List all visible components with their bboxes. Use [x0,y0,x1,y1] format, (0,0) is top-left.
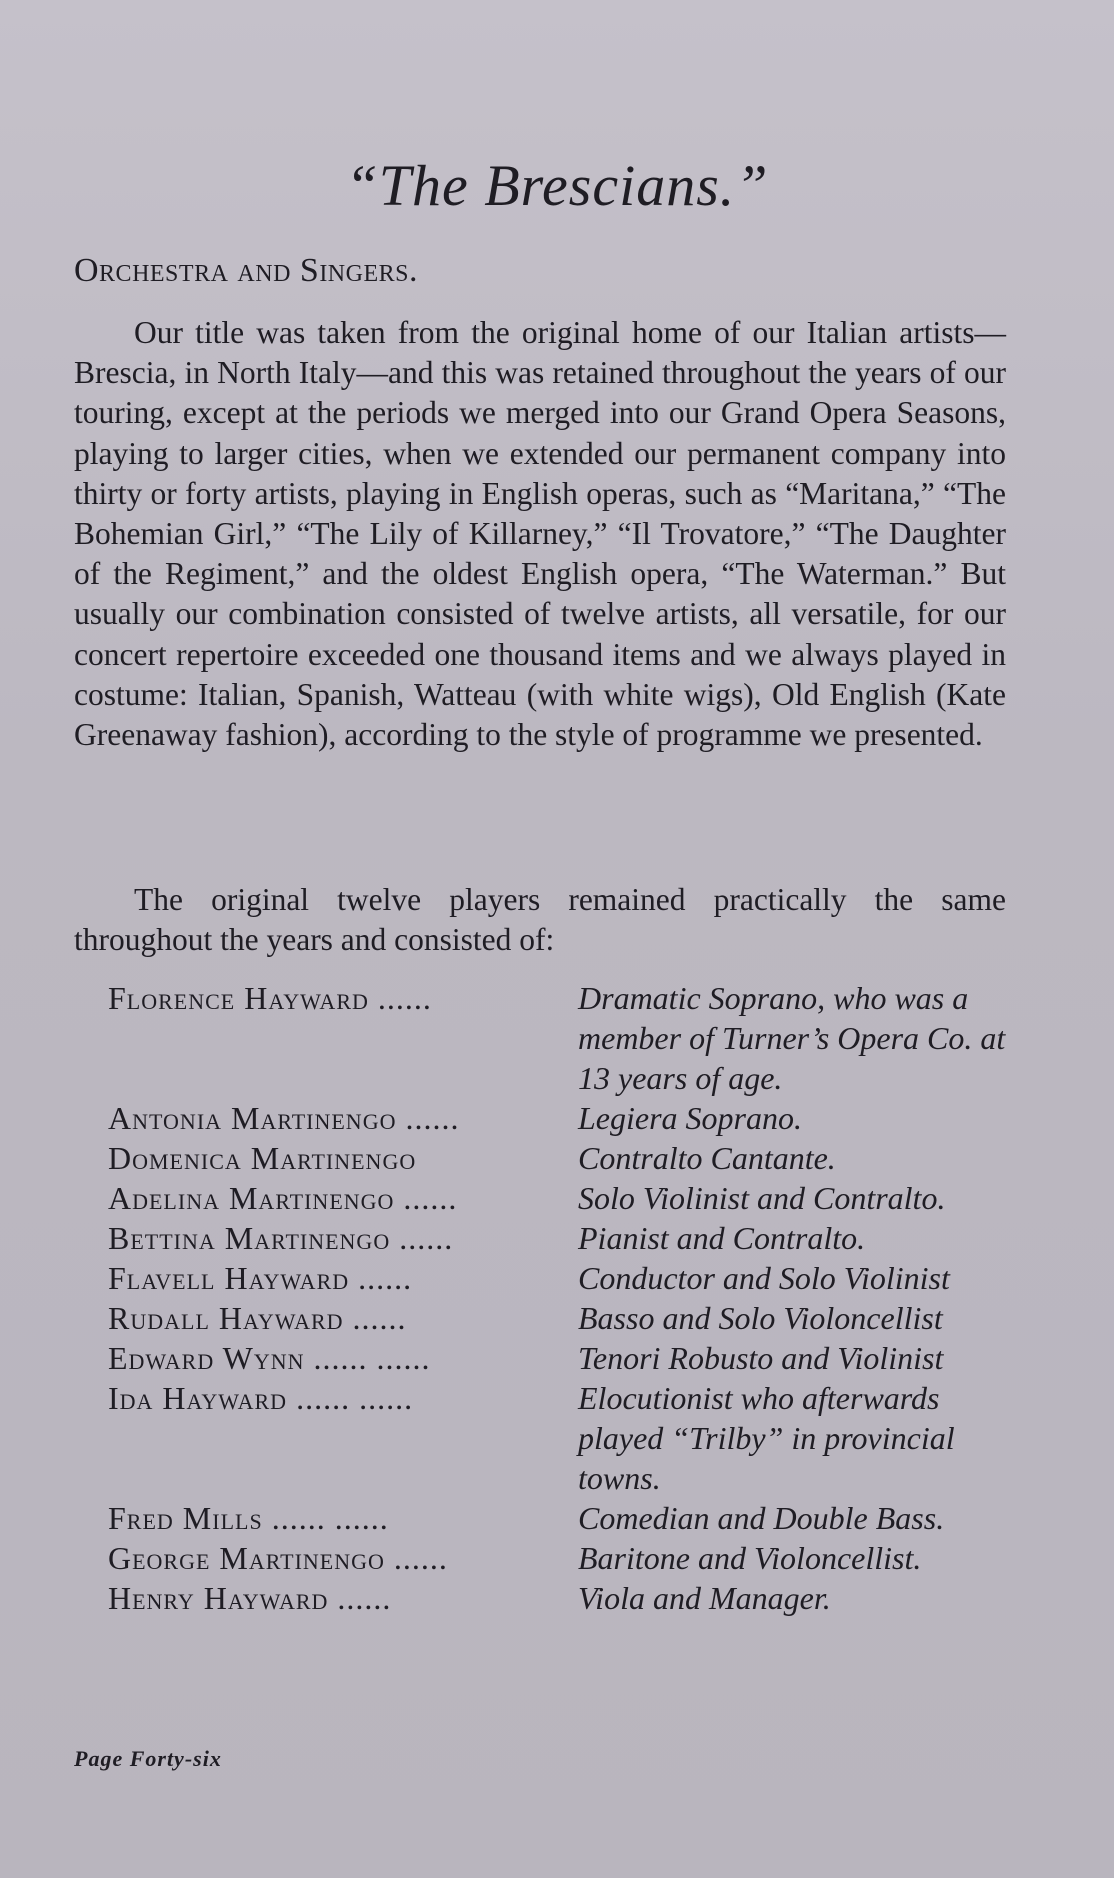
performer-role: Contralto Cantante. [578,1140,836,1176]
performer-name: Edward Wynn ...... ...... [108,1340,431,1376]
performer-name: Bettina Martinengo ...... [108,1220,454,1256]
performer-role: Legiera Soprano. [578,1100,802,1136]
roster-row [108,1298,1008,1338]
performer-role: Baritone and Violoncellist. [578,1540,922,1576]
roster-row [108,1338,1008,1378]
performer-role: Pianist and Contralto. [578,1220,866,1256]
roster-row [108,1378,1008,1498]
roster-row [108,1138,1008,1178]
roster-row [108,1498,1008,1538]
performer-role: Viola and Manager. [578,1580,831,1616]
performer-name: Adelina Martinengo ...... [108,1180,458,1216]
performer-name: Florence Hayward ...... [108,980,432,1016]
page-title: “The Brescians.” [345,153,769,218]
performer-name: Antonia Martinengo ...... [108,1100,460,1136]
performer-name: Ida Hayward ...... ...... [108,1380,414,1416]
roster-row [108,1178,1008,1218]
performer-role: Comedian and Double Bass. [578,1500,945,1536]
roster-intro-paragraph: The original twelve players remained practically the same throughout the years and consisted of: [74,882,1006,958]
roster-row [108,1218,1008,1258]
performer-name: Fred Mills ...... ...... [108,1500,389,1536]
performer-roster [108,978,1008,1618]
section-heading: Orchestra and Singers. [74,252,418,289]
performer-role: Tenori Robusto and Violinist [578,1340,944,1376]
performer-role: Elocutionist who afterwards played “Trilby” in provincial towns. [578,1380,955,1496]
roster-row [108,1538,1008,1578]
page-number: Page Forty-six [74,1746,222,1771]
intro-paragraph: Our title was taken from the original home of our Italian artists—Brescia, in North Italy—and this was retained throughout the years of our touring, except at the periods we merged into our Grand Opera Seasons, playing to larger cities, when we extended our permanent company into thirty or forty artists, playing in English operas, such as “Maritana,” “The Bohemian Girl,” “The Lily of Killarney,” “Il Trovatore,” “The Daughter of the Regiment,” and the oldest English opera, “The Waterman.” But usually our combination consisted of twelve artists, all versatile, for our concert repertoire exceeded one thousand items and we always played in costume: Italian, Spanish, Watteau (with white wigs), Old English (Kate Greenaway fashion), according to the style of programme we presented. [74,315,1006,753]
performer-name: Henry Hayward ...... [108,1580,392,1616]
performer-role: Basso and Solo Violoncellist [578,1300,943,1336]
roster-row [108,978,1008,1098]
roster-row [108,1578,1008,1618]
performer-role: Dramatic Soprano, who was a member of Turner’s Opera Co. at 13 years of age. [578,980,1006,1096]
performer-role: Conductor and Solo Violinist [578,1260,950,1296]
roster-row [108,1098,1008,1138]
roster-row [108,1258,1008,1298]
performer-name: Flavell Hayward ...... [108,1260,413,1296]
performer-role: Solo Violinist and Contralto. [578,1180,946,1216]
performer-name: George Martinengo ...... [108,1540,448,1576]
performer-name: Domenica Martinengo [108,1140,417,1176]
performer-name: Rudall Hayward ...... [108,1300,407,1336]
